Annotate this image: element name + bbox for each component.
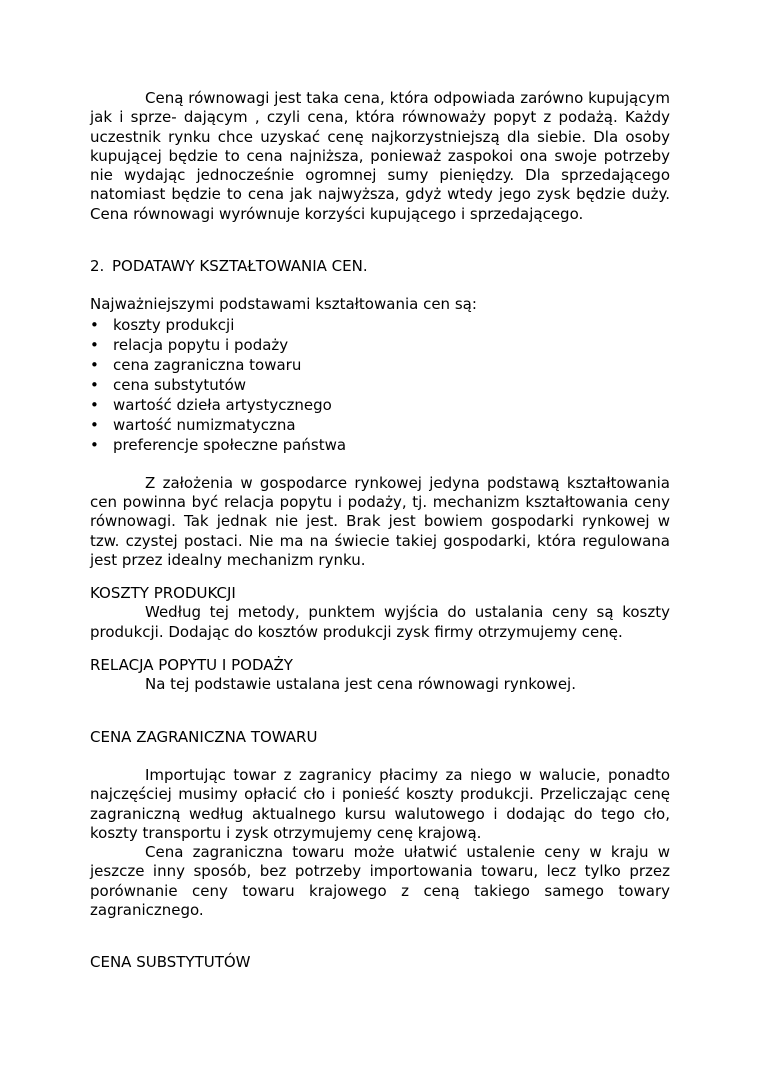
bullet-icon: •: [90, 375, 99, 394]
list-item: [90, 435, 670, 455]
intro-paragraph: Ceną równowagi jest taka cena, która odpowiada zarówno kupującym jak i sprze- dającym , czyli cena, która równoważy popyt z podażą. Każdy uczestnik rynku chce uzyskać cenę najkorzystniejszą dla siebie. Dla osoby kupującej będzie to cena najniższa, ponieważ zaspokoi ona swoje potrzeby nie wydając jednocześnie ogromnej sumy pieniędzy. Dla sprzedającego natomiast będzie to cena jak najwyższa, gdyż wtedy jego zysk będzie duży. Cena równowagi wyrównuje korzyści kupującego i sprzedającego.: [90, 89, 670, 223]
list-item: [90, 355, 670, 375]
list-item-text: wartość numizmatyczna: [113, 415, 296, 434]
list-item-text: wartość dzieła artystycznego: [113, 395, 332, 414]
bullet-list: [90, 315, 670, 455]
list-item-text: relacja popytu i podaży: [113, 335, 289, 354]
bullet-icon: •: [90, 435, 99, 454]
zagraniczna-paragraph-1: Importując towar z zagranicy płacimy za niego w walucie, ponadto najczęściej musimy opłacić cło i ponieść koszty produkcji. Przeliczając cenę zagraniczną według aktualnego kursu walutowego i dodając do tego cło, koszty transportu i zysk otrzymujemy cenę krajową.: [90, 765, 670, 842]
zagraniczna-paragraph-2: Cena zagraniczna towaru może ułatwić ustalenie ceny w kraju w jeszcze inny sposób, bez potrzeby importowania towaru, lecz tylko przez porównanie ceny towaru krajowego z ceną takiego samego towary zagranicznego.: [90, 843, 670, 920]
relacja-heading: RELACJA POPYTU I PODAŻY: [90, 656, 293, 675]
list-item-text: cena zagraniczna towaru: [113, 355, 302, 374]
list-item: [90, 375, 670, 395]
bullet-icon: •: [90, 355, 99, 374]
spacer: [90, 455, 670, 474]
document-page: [90, 89, 670, 973]
list-item-text: cena substytutów: [113, 375, 247, 394]
koszty-paragraph: Według tej metody, punktem wyjścia do ustalania ceny są koszty produkcji. Dodając do kosztów produkcji zysk firmy otrzymujemy cenę.: [90, 603, 670, 641]
spacer: [90, 747, 670, 766]
list-item: [90, 315, 670, 335]
list-item-text: koszty produkcji: [113, 315, 235, 334]
section-title: PODATAWY KSZTAŁTOWANIA CEN.: [112, 257, 368, 276]
spacer: [90, 276, 670, 295]
bullet-icon: •: [90, 395, 99, 414]
list-item: [90, 395, 670, 415]
bullet-icon: •: [90, 415, 99, 434]
koszty-heading: KOSZTY PRODUKCJI: [90, 584, 236, 603]
list-intro: Najważniejszymi podstawami kształtowania cen są:: [90, 295, 477, 314]
zagraniczna-heading: CENA ZAGRANICZNA TOWARU: [90, 727, 318, 746]
spacer: [90, 642, 670, 656]
relacja-paragraph: Na tej podstawie ustalana jest cena równowagi rynkowej.: [145, 675, 576, 694]
bullet-icon: •: [90, 315, 99, 334]
list-item: [90, 335, 670, 355]
assumption-paragraph: Z założenia w gospodarce rynkowej jedyna podstawą kształtowania cen powinna być relacja popytu i podaży, tj. mechanizm kształtowania ceny równowagi. Tak jednak nie jest. Brak jest bowiem gospodarki rynkowej w tzw. czystej postaci. Nie ma na świecie takiej gospodarki, która regulowana jest przez idealny mechanizm rynku.: [90, 473, 670, 569]
section-2-heading: [90, 257, 670, 276]
spacer: [90, 570, 670, 584]
spacer: [90, 224, 670, 257]
list-item: [90, 415, 670, 435]
substytuty-heading: CENA SUBSTYTUTÓW: [90, 953, 251, 972]
bullet-icon: •: [90, 335, 99, 354]
list-item-text: preferencje społeczne państwa: [113, 435, 347, 454]
spacer: [90, 920, 670, 953]
section-number: 2.: [90, 257, 105, 276]
spacer: [90, 695, 670, 728]
